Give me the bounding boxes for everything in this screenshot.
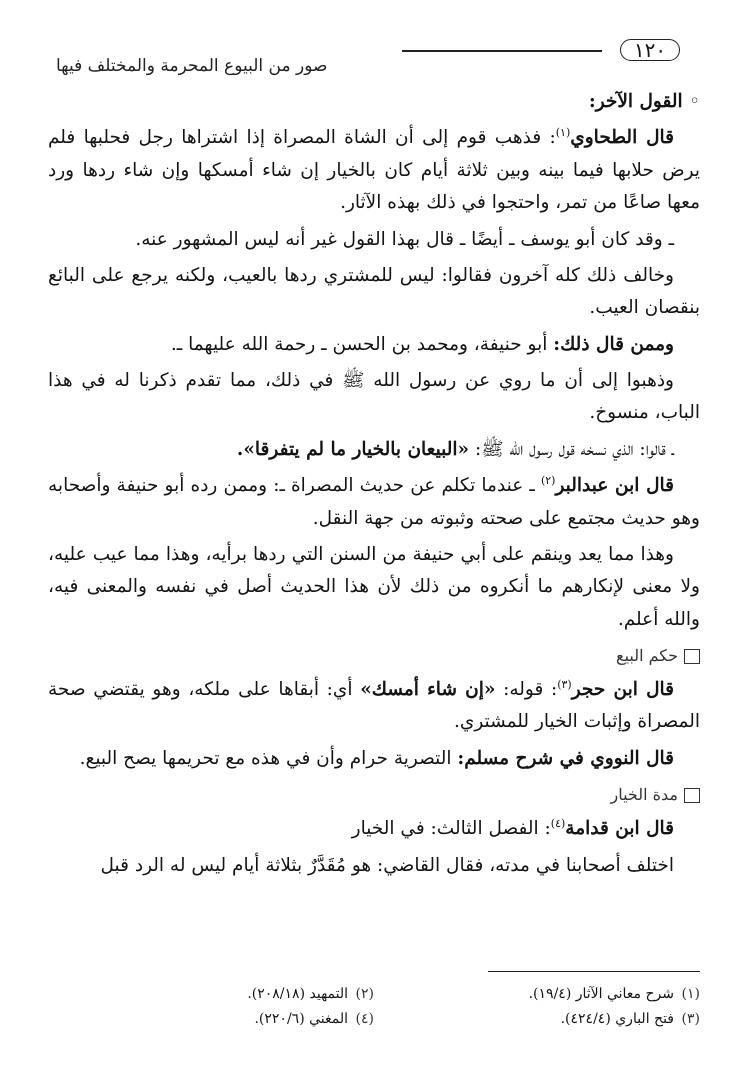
footnote: (٢)التمهيد (٢٠٨/١٨). bbox=[247, 986, 374, 1002]
paragraph-abu-yusuf: ـ وقد كان أبو يوسف ـ أيضًا ـ قال بهذا القول غير أنه ليس المشهور عنه. bbox=[135, 228, 674, 250]
box-icon bbox=[684, 649, 700, 664]
speaker: قال ابن عبدالبر bbox=[555, 475, 674, 497]
running-title: صور من البيوع المحرمة والمختلف فيها bbox=[56, 56, 328, 76]
footnote-ref: (٣) bbox=[557, 677, 572, 691]
speaker: قال الطحاوي bbox=[570, 127, 674, 149]
section-title: ◦ القول الآخر: bbox=[588, 91, 700, 112]
paragraph-duration: اختلف أصحابنا في مدته، فقال القاضي: هو مُقَدَّرٌ بثلاثة أيام ليس له الرد قبل bbox=[100, 854, 674, 876]
page-number: ١٢٠ bbox=[614, 36, 686, 64]
paragraph-abrogated: وذهبوا إلى أن ما روي عن رسول الله ﷺ في ذلك، مما تقدم ذكرنا له في هذا الباب، منسوخ. bbox=[48, 370, 700, 424]
footnote: (٤)المغني (٢٢٠/٦). bbox=[254, 1010, 374, 1027]
footnote-ref: (٤) bbox=[550, 816, 566, 830]
page-header bbox=[56, 36, 686, 76]
subheading-duration: مدة الخيار bbox=[48, 781, 700, 809]
footnote: (٣)فتح الباري (٤٢٤/٤). bbox=[560, 1010, 700, 1027]
speaker: قال النووي في شرح مسلم: bbox=[457, 747, 674, 769]
paragraph-ibn-abdulbar: قال ابن عبدالبر$^{(٢)}$ ـ عندما تكلم عن حديث المصراة ـ: وممن رده أبو حنيفة وأصحابه وهو حديث مجتمع على صحته وثبوته من جهة النقل. bbox=[48, 473, 700, 529]
header-rule bbox=[402, 50, 602, 52]
footnote: (١)شرح معاني الآثار (١٩/٤). bbox=[528, 986, 700, 1002]
speaker: قال ابن قدامة bbox=[565, 818, 674, 840]
paragraph-hadith: ـ قالوا: الذي نسخه قول رسول الله ﷺ: «البيعان بالخيار ما لم يتفرقا». bbox=[236, 438, 674, 460]
box-icon bbox=[684, 788, 700, 803]
paragraph-others: وخالف ذلك كله آخرون فقالوا: ليس للمشتري ردها بالعيب، ولكنه يرجع على البائع بنقصان العيب. bbox=[48, 264, 700, 319]
paragraph-criticism: وهذا مما يعد وينقم على أبي حنيفة من السنن التي ردها برأيه، وهذا مما عيب عليه، ولا معنى لإنكارهم ما أنكروه من ذلك لأن هذا الحديث أصل في نفسه والمعنى فيه، والله أعلم. bbox=[48, 543, 700, 630]
paragraph-nawawi: قال النووي في شرح مسلم: التصرية حرام وأن في هذه مع تحريمها يصح البيع. bbox=[79, 747, 674, 769]
paragraph-tahawi: قال الطحاوي$^{(١)}$: فذهب قوم إلى أن الشاة المصراة إذا اشتراها رجل فحلبها فلم يرض حلابها فيما بينه وبين ثلاثة أيام كان بالخيار إن شاء أمسكها وإن شاء ردها ورد معها صاعًا من تمر، واحتجوا في ذلك بهذه الآثار. bbox=[48, 126, 700, 214]
footnotes bbox=[48, 982, 700, 1031]
paragraph-ibn-qudama: قال ابن قدامة$^{(٤)}$: الفصل الثالث: في الخيار bbox=[351, 816, 674, 840]
footnote-rule bbox=[488, 971, 700, 972]
footnote-ref: (٢) bbox=[540, 473, 556, 487]
body-text bbox=[48, 86, 700, 886]
paragraph-who-said: وممن قال ذلك: أبو حنيفة، ومحمد بن الحسن ـ رحمة الله عليهما ـ. bbox=[170, 333, 674, 355]
paragraph-ibn-hajar: قال ابن حجر$^{(٣)}$: قوله: «إن شاء أمسك» أي: أبقاها على ملكه، وهو يقتضي صحة المصراة وإثبات الخيار للمشتري. bbox=[48, 677, 700, 733]
hadith-quote: «إن شاء أمسك» bbox=[360, 679, 496, 700]
subheading-ruling: حكم البيع bbox=[48, 642, 700, 670]
footnote-ref: (١) bbox=[555, 126, 571, 140]
hadith-quote: «البيعان بالخيار ما لم يتفرقا». bbox=[236, 438, 470, 460]
lead: وممن قال ذلك: bbox=[553, 333, 674, 355]
speaker: قال ابن حجر bbox=[571, 679, 675, 700]
